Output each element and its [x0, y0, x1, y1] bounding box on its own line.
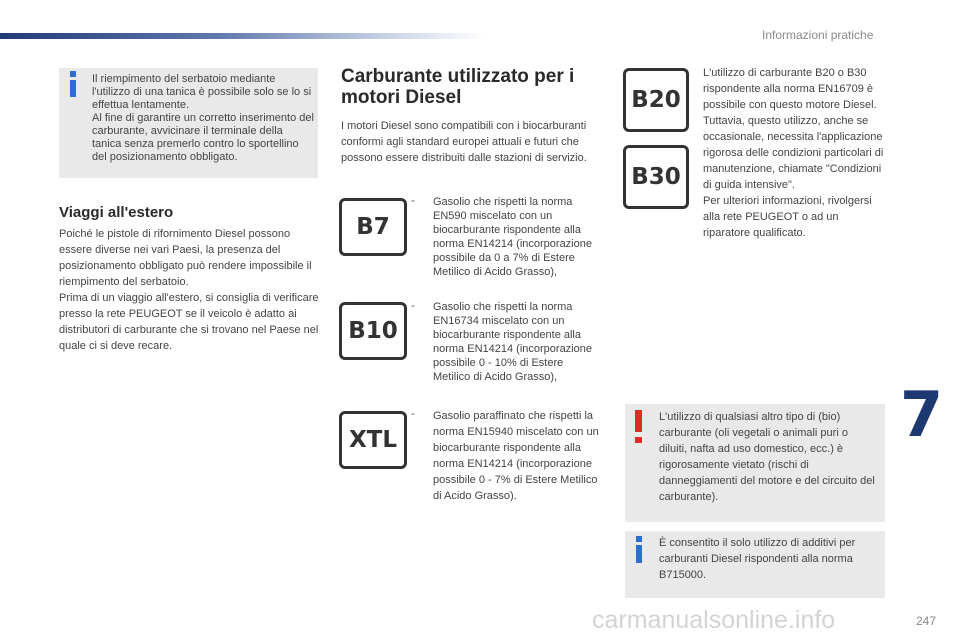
b20-fuel-icon — [623, 68, 689, 132]
b30-fuel-icon-label: B30 — [631, 164, 681, 190]
xtl-description: Gasolio paraffinato che rispetti la norma EN15940 miscelato con un biocarburante rispondente alla norma EN14214 (incorporazione possibile 0 - 7% di Estere Metilico di Acido Grasso). — [433, 410, 599, 502]
travel-heading: Viaggi all'estero — [59, 204, 174, 221]
bullet-dash: - — [411, 195, 415, 207]
b10-fuel-icon-label: B10 — [348, 318, 398, 344]
info-icon — [636, 545, 642, 563]
warning-text: L'utilizzo di qualsiasi altro tipo di (bio) carburante (oli vegetali o animali puri o diluiti, nafta ad uso domestico, ecc.) è rigorosamente vietato (rischi di danneggiamenti del motore e del circuito del carburante). — [659, 411, 875, 503]
bullet-dash: - — [411, 408, 415, 420]
b20-fuel-icon-label: B20 — [631, 87, 681, 113]
travel-body: Poiché le pistole di rifornimento Diesel possono essere diverse nei vari Paesi, la presenza del posizionamento obbligato può rendere impossibile il riempimento del serbatoio. Prima di un viaggio all'estero, si consiglia di verificare presso la rete PEUGEOT se il veicolo è adatto ai distributori di carburante che si trovano nel Paese nel quale ci si deve recare. — [59, 228, 319, 352]
watermark: carmanualsonline.info — [592, 606, 836, 634]
b7-description: Gasolio che rispetti la norma EN590 miscelato con un biocarburante rispondente alla norma EN14214 (incorporazione possibile da 0 a 7% di Estere Metilico di Acido Grasso), — [433, 196, 592, 278]
page-number: 247 — [916, 614, 937, 628]
warning-exclamation-icon — [635, 410, 642, 432]
bullet-dash: - — [411, 300, 415, 312]
xtl-fuel-icon — [339, 411, 407, 469]
info-icon — [70, 80, 76, 97]
chapter-number: 7 — [900, 378, 944, 451]
info-box-additives-text: È consentito il solo utilizzo di additivi per carburanti Diesel rispondenti alla norma B715000. — [659, 537, 856, 581]
xtl-fuel-icon-label: XTL — [348, 427, 398, 453]
b10-fuel-icon — [339, 302, 407, 360]
info-box-refuel-text: Il riempimento del serbatoio mediante l'utilizzo di una tanica è possibile solo se lo si effettua lentamente. Al fine di garantire un corretto inserimento del carburante, avvicinare il terminale della tanica senza premerlo contro lo sportellino del posizionamento obbligato. — [92, 73, 314, 163]
b7-fuel-icon — [339, 198, 407, 256]
b7-fuel-icon-label: B7 — [356, 214, 390, 240]
diesel-intro: I motori Diesel sono compatibili con i biocarburanti conformi agli standard europei attuali e futuri che possono essere distribuiti dalle stazioni di servizio. — [341, 120, 587, 164]
b10-description: Gasolio che rispetti la norma EN16734 miscelato con un biocarburante rispondente alla norma EN14214 (incorporazione possibile 0 - 10% di Estere Metilico di Acido Grasso), — [433, 301, 592, 383]
header-gradient-bar — [0, 33, 485, 39]
section-title: Informazioni pratiche — [762, 28, 874, 42]
b20-b30-text: L'utilizzo di carburante B20 o B30 rispondente alla norma EN16709 è possibile con questo motore Diesel. Tuttavia, questo utilizzo, anche se occasionale, necessita l'applicazione rigorosa delle condizioni particolari di manutenzione, chiamate "Condizioni di guida intensive". Per ulteriori informazioni, rivolgersi alla rete PEUGEOT o ad un riparatore qualificato. — [703, 67, 884, 239]
b30-fuel-icon — [623, 145, 689, 209]
diesel-heading: Carburante utilizzato per i motori Diesel — [341, 66, 575, 108]
